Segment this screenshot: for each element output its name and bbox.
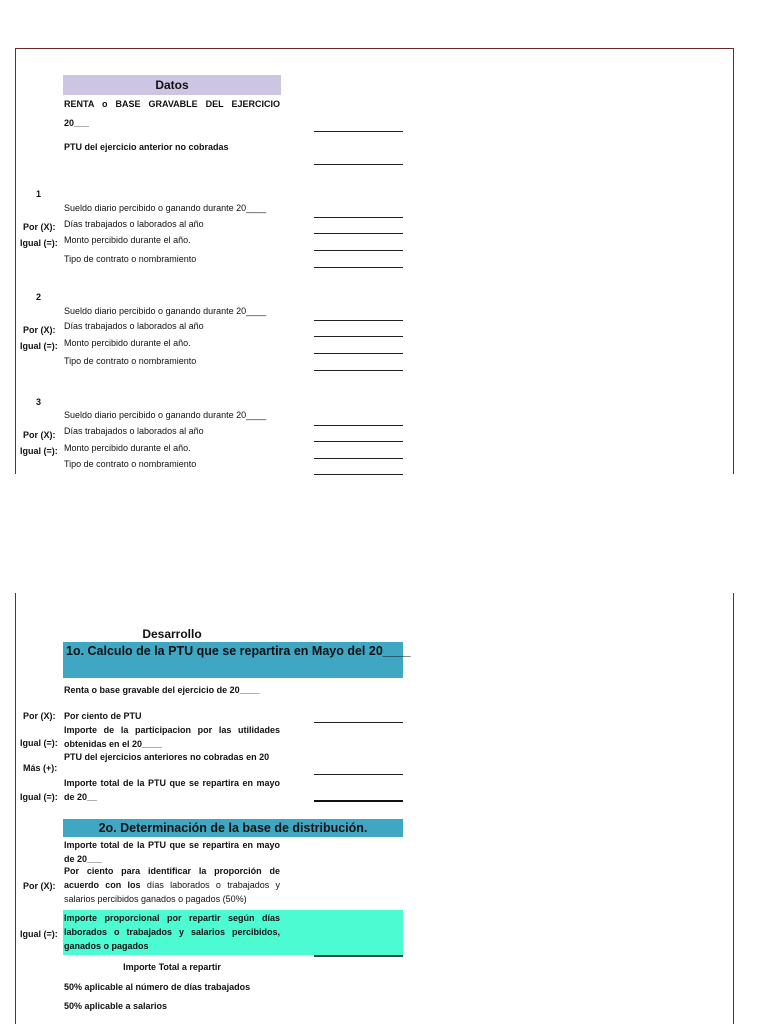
desarrollo-border-right	[733, 593, 734, 1024]
renta-label-line1: RENTA o BASE GRAVABLE DEL EJERCICIO	[64, 99, 280, 109]
sueldo-input-line[interactable]	[314, 320, 403, 321]
dias-label: Días trabajados o laborados al año	[64, 426, 204, 436]
por-label-2: Por (X):	[23, 881, 56, 891]
mas-label: Más (+):	[23, 763, 58, 773]
monto-label: Monto percibido durante el año.	[64, 338, 191, 348]
por-label: Por (X):	[23, 325, 56, 335]
importe-proporcional-input-line[interactable]	[314, 955, 403, 957]
sueldo-input-line[interactable]	[314, 217, 403, 218]
importe-total-repartir-label: Importe Total a repartir	[123, 962, 221, 972]
salarios-label: 50% aplicable a salarios	[64, 1001, 168, 1011]
tipo-label: Tipo de contrato o nombramiento	[64, 459, 197, 469]
igual-label: Igual (=):	[20, 792, 58, 802]
por-ciento-identificar-label	[64, 864, 280, 906]
importe-participacion-label: Importe de la participacion por las utilidades obtenidas en el 20____	[64, 725, 280, 749]
desarrollo-border-left	[15, 593, 16, 1024]
section2-header	[63, 819, 403, 837]
entry-number: 2	[36, 292, 42, 302]
igual-label: Igual (=):	[20, 446, 58, 456]
dias-input-line[interactable]	[314, 336, 403, 337]
dias-label: Días trabajados o laborados al año	[64, 321, 204, 331]
tipo-label: Tipo de contrato o nombramiento	[64, 254, 197, 264]
monto-label: Monto percibido durante el año.	[64, 235, 191, 245]
renta-input-line[interactable]	[314, 131, 403, 132]
sueldo-input-line[interactable]	[314, 425, 403, 426]
monto-label: Monto percibido durante el año.	[64, 443, 191, 453]
dias-input-line[interactable]	[314, 441, 403, 442]
importe-proporcional-highlight	[63, 910, 403, 955]
importe-total-input-line[interactable]	[314, 800, 403, 802]
datos-title-bar	[63, 75, 281, 95]
por-label: Por (X):	[23, 711, 56, 721]
igual-label: Igual (=):	[20, 238, 58, 248]
ptu-anteriores-label: PTU del ejercicios anteriores no cobradas en 20	[64, 752, 270, 762]
importe-total-label: Importe total de la PTU que se repartira en mayo de 20__	[64, 778, 280, 802]
ptu-anterior-input-line[interactable]	[314, 164, 403, 165]
dias-trabajados-label: 50% aplicable al número de días trabajados	[64, 982, 251, 992]
entry-number: 3	[36, 397, 42, 407]
por-label: Por (X):	[23, 430, 56, 440]
monto-input-line[interactable]	[314, 458, 403, 459]
section2-title: 2o. Determinación de la base de distribución.	[98, 821, 368, 835]
ptu-anterior-label: PTU del ejercicio anterior no cobradas	[64, 142, 229, 152]
importe-total-2-label: Importe total de la PTU que se repartira en mayo de 20___	[64, 840, 280, 864]
importe-proporcional-label: Importe proporcional por repartir según días laborados o trabajados y salarios percibidos, ganados o pagados	[64, 913, 280, 951]
tipo-label: Tipo de contrato o nombramiento	[64, 356, 197, 366]
entry-number: 1	[36, 189, 42, 199]
tipo-input-line[interactable]	[314, 370, 403, 371]
por-ciento-identificar-rest: días laborados o trabajados y salarios percibidos ganados o pagados (50%)	[64, 880, 280, 904]
dias-label: Días trabajados o laborados al año	[64, 219, 204, 229]
datos-border-left	[15, 48, 16, 474]
renta-label-line2: 20___	[64, 118, 90, 128]
sueldo-label: Sueldo diario percibido o ganando durante 20____	[64, 410, 267, 420]
datos-border-top	[16, 48, 734, 49]
igual-label: Igual (=):	[20, 738, 58, 748]
desarrollo-title: Desarrollo	[142, 627, 202, 641]
por-label: Por (X):	[23, 222, 56, 232]
monto-input-line[interactable]	[314, 353, 403, 354]
igual-label-3: Igual (=):	[20, 929, 58, 939]
dias-input-line[interactable]	[314, 233, 403, 234]
igual-label: Igual (=):	[20, 341, 58, 351]
section1-header	[63, 642, 411, 678]
tipo-input-line[interactable]	[314, 474, 403, 475]
datos-border-right	[733, 48, 734, 474]
datos-title: Datos	[155, 78, 189, 92]
por-ciento-identificar-bold: Por ciento para identificar la proporción de acuerdo con los	[64, 866, 280, 890]
section1-title: 1o. Calculo de la PTU que se repartira en Mayo del 20____	[66, 644, 411, 658]
por-ciento-ptu-input-line[interactable]	[314, 722, 403, 723]
sueldo-label: Sueldo diario percibido o ganando durante 20____	[64, 306, 267, 316]
tipo-input-line[interactable]	[314, 267, 403, 268]
ptu-anteriores-input-line[interactable]	[314, 774, 403, 775]
renta-base-label: Renta o base gravable del ejercicio de 20____	[64, 685, 260, 695]
por-ciento-ptu-label: Por ciento de PTU	[64, 711, 142, 721]
sueldo-label: Sueldo diario percibido o ganando durante 20____	[64, 203, 267, 213]
monto-input-line[interactable]	[314, 250, 403, 251]
